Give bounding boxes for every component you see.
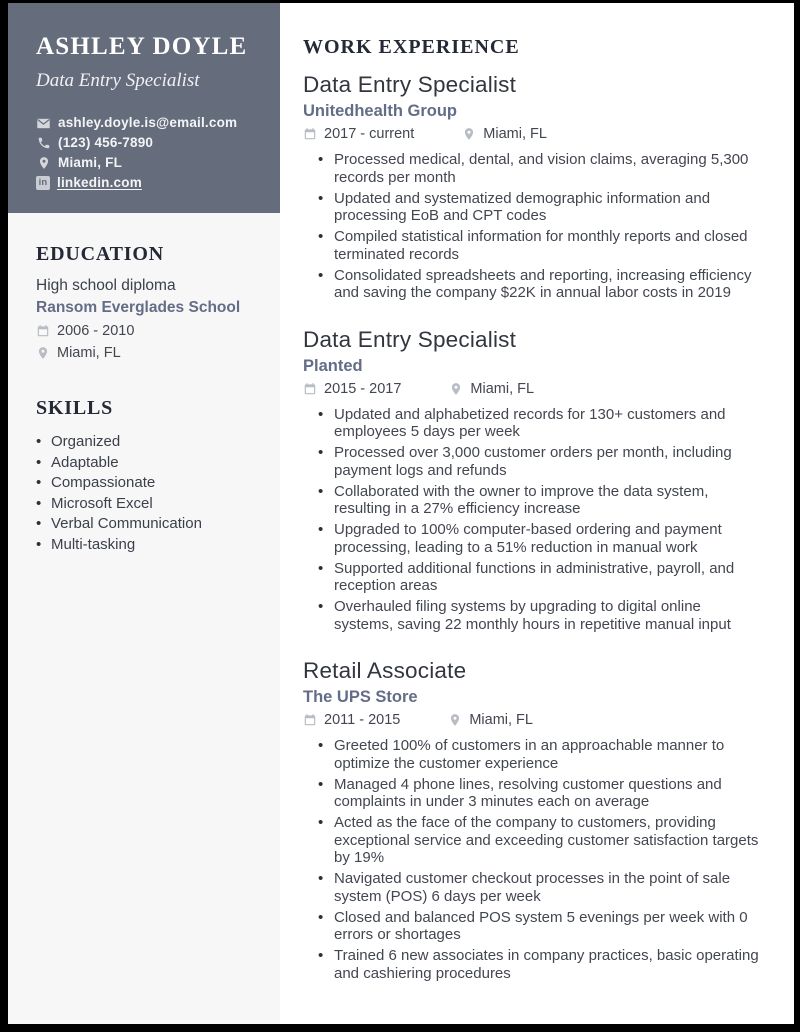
contact-linkedin-row	[36, 173, 262, 193]
education-heading: EDUCATION	[36, 243, 164, 265]
job-dates-row	[303, 381, 401, 397]
skill-item: • Adaptable	[36, 453, 262, 474]
contact-email: ashley.doyle.is@email.com	[58, 115, 238, 130]
skill-item: • Organized	[36, 432, 262, 453]
job-bullet: • Compiled statistical information for monthly reports and closed terminated records	[317, 228, 760, 263]
linkedin-icon: in	[36, 176, 50, 190]
job-location-row	[462, 126, 547, 142]
skill-item: • Compassionate	[36, 473, 262, 494]
experience-column	[280, 3, 794, 1024]
job-bullet: • Overhauled filing systems by upgrading to digital online systems, saving 22 monthly hours in repetitive manual input	[317, 598, 760, 633]
job-bullet: • Greeted 100% of customers in an approachable manner to optimize the customer experience	[317, 737, 760, 772]
job-bullets	[303, 737, 760, 982]
education-section	[36, 243, 262, 361]
skills-section	[36, 397, 262, 555]
job-location: Miami, FL	[483, 126, 547, 142]
contact-location-row	[36, 153, 262, 173]
job-title: Retail Associate	[303, 658, 467, 683]
candidate-name: ASHLEY DOYLE	[36, 33, 248, 60]
skill-item: • Verbal Communication	[36, 514, 262, 535]
education-degree: High school diploma	[36, 277, 176, 294]
job-dates-row	[303, 126, 414, 142]
skill-item: • Multi-tasking	[36, 535, 262, 556]
job-bullet: • Closed and balanced POS system 5 evenings per week with 0 errors or shortages	[317, 909, 760, 944]
job-meta-line	[303, 712, 760, 728]
job-dates: 2015 - 2017	[324, 380, 402, 397]
job-dates: 2017 - current	[324, 126, 415, 142]
resume-page	[8, 3, 794, 1024]
job-bullet: • Managed 4 phone lines, resolving customer questions and complaints in under 3 minutes each on average	[317, 776, 760, 811]
job-bullet: • Supported additional functions in administrative, payroll, and reception areas	[317, 560, 760, 595]
job-dates-row	[303, 712, 400, 728]
education-location: Miami, FL	[57, 345, 121, 361]
job-location: Miami, FL	[469, 712, 533, 728]
job-dates: 2011 - 2015	[324, 712, 401, 728]
calendar-icon	[303, 382, 317, 396]
job-title: Data Entry Specialist	[303, 72, 517, 97]
job-location-row	[449, 381, 534, 397]
job-bullets	[303, 151, 760, 302]
education-dates-row	[36, 323, 262, 339]
skill-item: • Microsoft Excel	[36, 494, 262, 515]
email-icon	[36, 116, 51, 131]
job-company: The UPS Store	[303, 688, 418, 706]
location-pin-icon	[36, 156, 51, 171]
contact-phone: (123) 456-7890	[58, 135, 154, 150]
location-pin-icon	[36, 346, 50, 360]
job-entry	[303, 658, 760, 982]
job-bullet: • Processed medical, dental, and vision claims, averaging 5,300 records per month	[317, 151, 760, 186]
job-company: Planted	[303, 356, 363, 375]
job-location: Miami, FL	[470, 380, 535, 397]
job-bullet: • Consolidated spreadsheets and reporting, increasing efficiency and saving the company $22K in annual labor costs in 2019	[317, 267, 760, 302]
job-bullets	[303, 406, 760, 634]
contact-list	[36, 113, 262, 193]
job-meta-line	[303, 126, 760, 142]
candidate-title: Data Entry Specialist	[36, 70, 200, 91]
calendar-icon	[303, 713, 317, 727]
education-school: Ransom Everglades School	[36, 299, 241, 316]
location-pin-icon	[449, 382, 463, 396]
job-bullet: • Acted as the face of the company to customers, providing exceptional service and exceeding customer satisfaction targets by 19%	[317, 814, 760, 867]
contact-email-row	[36, 113, 262, 133]
education-dates: 2006 - 2010	[57, 323, 135, 339]
calendar-icon	[36, 324, 50, 338]
job-entry	[303, 72, 760, 302]
job-bullet: • Processed over 3,000 customer orders per month, including payment logs and refunds	[317, 444, 760, 479]
job-location-row	[448, 712, 533, 728]
job-bullet: • Collaborated with the owner to improve the data system, resulting in a 27% efficiency increase	[317, 483, 760, 518]
skills-list	[36, 432, 262, 555]
job-title: Data Entry Specialist	[303, 326, 517, 352]
job-bullet: • Trained 6 new associates in company practices, basic operating and cashiering procedures	[317, 947, 760, 982]
contact-phone-row	[36, 133, 262, 153]
job-bullet: • Updated and systematized demographic information and processing EoB and CPT codes	[317, 190, 760, 225]
location-pin-icon	[462, 127, 476, 141]
contact-location: Miami, FL	[58, 155, 123, 170]
experience-heading: WORK EXPERIENCE	[303, 36, 520, 58]
education-location-row	[36, 345, 262, 361]
job-bullet: • Updated and alphabetized records for 130+ customers and employees 5 days per week	[317, 406, 760, 441]
job-bullet: • Navigated customer checkout processes in the point of sale system (POS) 6 days per week	[317, 870, 760, 905]
sidebar	[8, 3, 280, 1024]
job-bullet: • Upgraded to 100% computer-based ordering and payment processing, leading to a 51% reduction in manual work	[317, 521, 760, 556]
location-pin-icon	[448, 713, 462, 727]
linkedin-link[interactable]: linkedin.com	[57, 175, 142, 190]
phone-icon	[36, 136, 51, 151]
header-card	[8, 3, 280, 213]
job-entry	[303, 327, 760, 634]
skills-heading: SKILLS	[36, 397, 114, 419]
job-meta-line	[303, 381, 760, 397]
job-company: Unitedhealth Group	[303, 102, 457, 120]
sidebar-body	[8, 243, 280, 555]
calendar-icon	[303, 127, 317, 141]
